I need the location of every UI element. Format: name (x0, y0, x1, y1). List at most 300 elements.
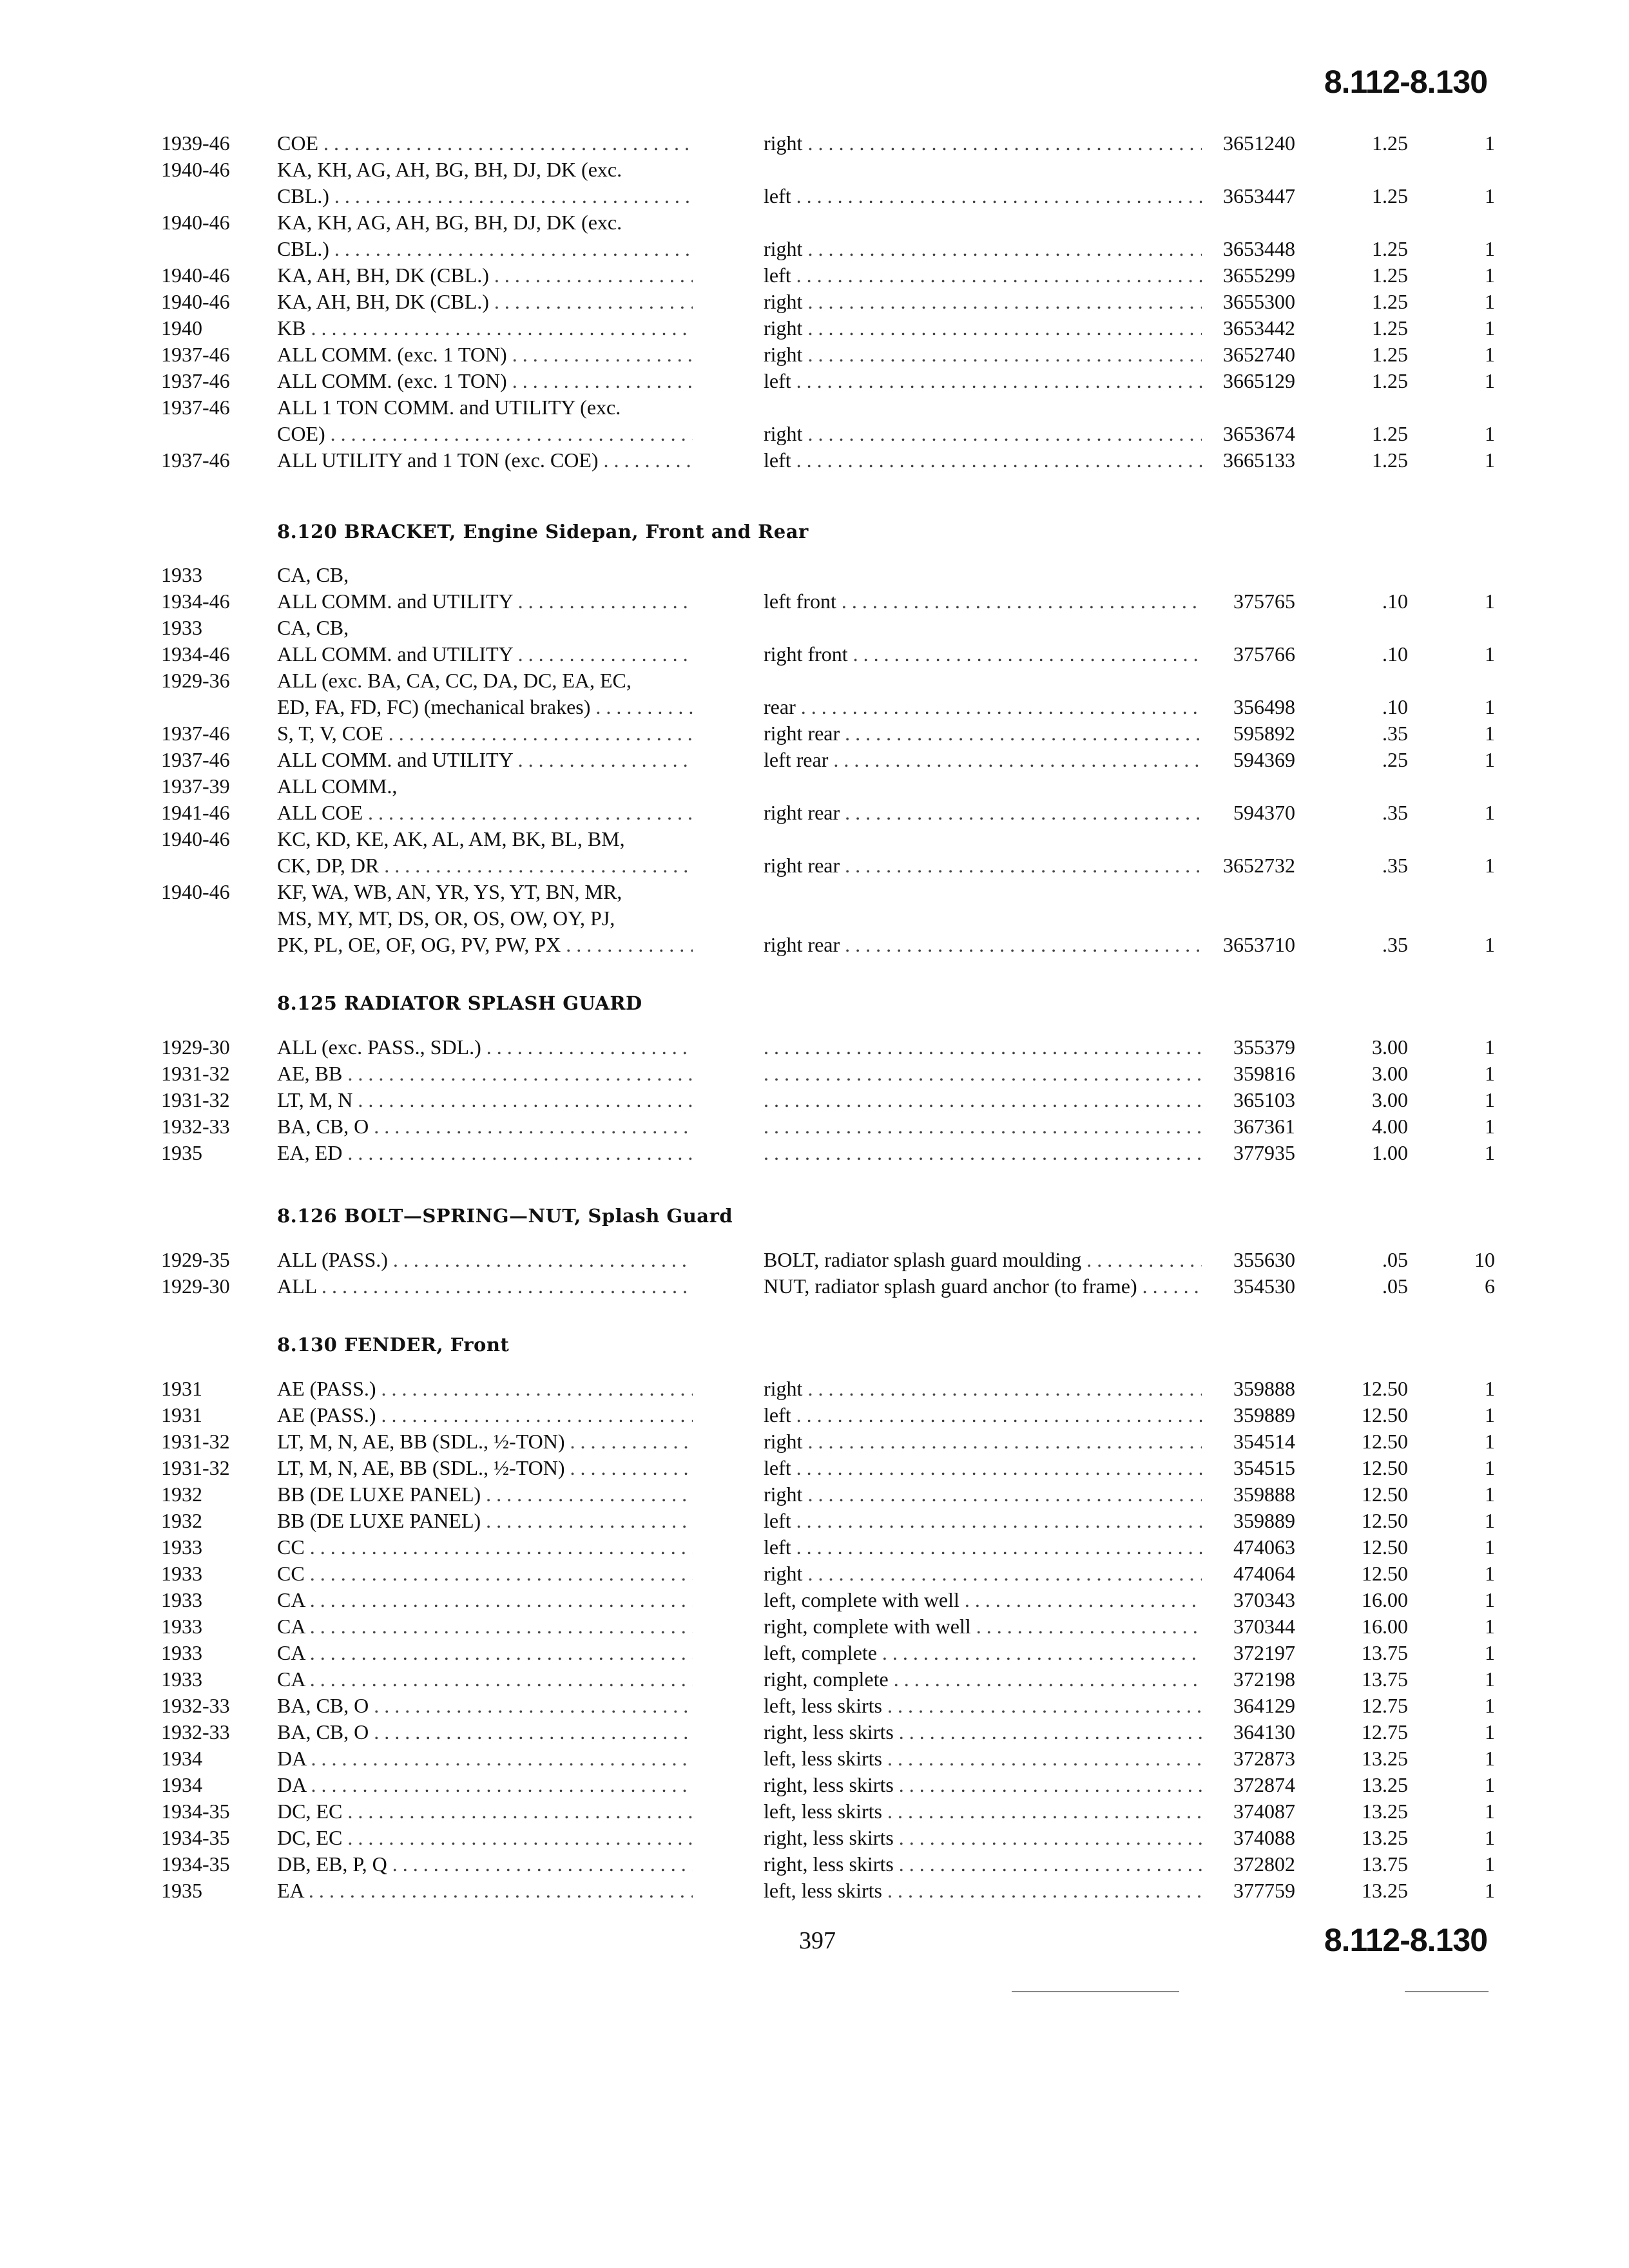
model-cell: ALL . . . (277, 1273, 693, 1300)
year-cell: 1940-46 (161, 211, 230, 234)
part-number-cell: 356498 (1233, 695, 1295, 718)
table-row (161, 879, 1508, 905)
quantity-cell: 1 (1485, 1615, 1495, 1638)
year-cell: 1940-46 (161, 264, 230, 287)
part-number-cell: 3653710 (1223, 933, 1295, 956)
model-cell: CBL.) . . . (277, 183, 693, 209)
model-cell: KC, KD, KE, AK, AL, AM, BK, BL, BM, (277, 827, 625, 850)
year-cell: 1940-46 (161, 290, 230, 313)
quantity-cell: 1 (1485, 369, 1495, 392)
table-row (161, 1508, 1508, 1534)
model-cell: ALL COMM. and UTILITY . . . (277, 588, 693, 615)
position-cell: left . . . (764, 183, 1202, 209)
position-cell: right, less skirts . . . (764, 1772, 1202, 1798)
part-number-cell: 359889 (1233, 1509, 1295, 1532)
table-row (161, 421, 1508, 447)
position-cell (764, 1087, 1202, 1113)
model-cell: KA, AH, BH, DK (CBL.) . . . (277, 289, 693, 315)
table-row (161, 1534, 1508, 1561)
year-cell: 1937-46 (161, 343, 230, 366)
table-row (161, 1561, 1508, 1587)
price-cell: 12.50 (1362, 1483, 1408, 1506)
table-row (161, 1034, 1508, 1061)
quantity-cell: 1 (1485, 448, 1495, 472)
position-cell (764, 1061, 1202, 1087)
part-number-cell: 374087 (1233, 1800, 1295, 1823)
table-row (161, 1772, 1508, 1798)
footer-rule (1012, 1991, 1179, 1992)
quantity-cell: 1 (1485, 343, 1495, 366)
price-cell: .35 (1382, 722, 1408, 745)
price-cell: 1.25 (1372, 184, 1408, 207)
model-cell: ALL COMM., (277, 774, 398, 798)
quantity-cell: 1 (1485, 1879, 1495, 1902)
page-number: 397 (799, 1927, 836, 1954)
part-number-cell: 3665129 (1223, 369, 1295, 392)
position-cell: left, less skirts . . . (764, 1693, 1202, 1719)
year-cell: 1929-30 (161, 1035, 230, 1059)
part-number-cell: 355630 (1233, 1248, 1295, 1271)
position-cell: right . . . (764, 315, 1202, 341)
part-number-cell: 3655300 (1223, 290, 1295, 313)
quantity-cell: 1 (1485, 1667, 1495, 1691)
table-row (161, 932, 1508, 958)
price-cell: 13.75 (1362, 1667, 1408, 1691)
table-row (161, 1087, 1508, 1113)
year-cell: 1939-46 (161, 131, 230, 155)
model-cell: CBL.) . . . (277, 236, 693, 262)
part-number-cell: 365103 (1233, 1088, 1295, 1111)
table-row (161, 588, 1508, 615)
quantity-cell: 1 (1485, 1430, 1495, 1453)
table-row (161, 1061, 1508, 1087)
year-cell: 1931-32 (161, 1430, 230, 1453)
year-cell: 1932 (161, 1509, 202, 1532)
model-cell: KA, KH, AG, AH, BG, BH, DJ, DK (exc. (277, 211, 622, 234)
year-cell: 1934-35 (161, 1800, 230, 1823)
position-cell: right rear . . . (764, 932, 1202, 958)
table-row (161, 1428, 1508, 1455)
quantity-cell: 1 (1485, 1062, 1495, 1085)
position-cell: right, less skirts . . . (764, 1719, 1202, 1745)
footer-rule-2 (1405, 1991, 1489, 1992)
position-cell: right, less skirts . . . (764, 1851, 1202, 1878)
table-row (161, 1587, 1508, 1613)
price-cell: 12.50 (1362, 1456, 1408, 1479)
table-row (161, 1640, 1508, 1666)
part-number-cell: 3655299 (1223, 264, 1295, 287)
position-cell: right rear . . . (764, 720, 1202, 747)
year-cell: 1934 (161, 1747, 202, 1770)
model-cell: CA . . . (277, 1666, 693, 1693)
table-row (161, 1273, 1508, 1300)
quantity-cell: 1 (1485, 1773, 1495, 1796)
year-cell: 1931-32 (161, 1456, 230, 1479)
model-cell: ALL UTILITY and 1 TON (exc. COE) . . . (277, 447, 693, 474)
model-cell: ED, FA, FD, FC) (mechanical brakes) . . . (277, 694, 693, 720)
part-number-cell: 3651240 (1223, 131, 1295, 155)
part-number-cell: 372802 (1233, 1852, 1295, 1876)
table-row (161, 1851, 1508, 1878)
table-row (161, 1402, 1508, 1428)
table-row (161, 1613, 1508, 1640)
quantity-cell: 1 (1485, 1377, 1495, 1400)
model-cell: ALL (exc. PASS., SDL.) . . . (277, 1034, 693, 1061)
quantity-cell: 1 (1485, 748, 1495, 771)
quantity-cell: 1 (1485, 1641, 1495, 1664)
year-cell: 1933 (161, 1615, 202, 1638)
section-heading-8-120: 8.120 BRACKET, Engine Sidepan, Front and Rear (277, 521, 809, 543)
model-cell: LT, M, N, AE, BB (SDL., ½-TON) . . . (277, 1428, 693, 1455)
part-number-cell: 372874 (1233, 1773, 1295, 1796)
quantity-cell: 1 (1485, 1035, 1495, 1059)
quantity-cell: 1 (1485, 590, 1495, 613)
table-row (161, 289, 1508, 315)
quantity-cell: 1 (1485, 801, 1495, 824)
price-cell: 13.25 (1362, 1747, 1408, 1770)
price-cell: 1.25 (1372, 290, 1408, 313)
year-cell: 1929-30 (161, 1274, 230, 1298)
table-row (161, 447, 1508, 474)
quantity-cell: 1 (1485, 1509, 1495, 1532)
position-cell: right rear . . . (764, 800, 1202, 826)
year-cell: 1933 (161, 1562, 202, 1585)
table-row (161, 1666, 1508, 1693)
part-number-cell: 370344 (1233, 1615, 1295, 1638)
model-cell: ALL (exc. BA, CA, CC, DA, DC, EA, EC, (277, 669, 631, 692)
year-cell: 1931 (161, 1403, 202, 1427)
year-cell: 1929-35 (161, 1248, 230, 1271)
position-cell: left, less skirts . . . (764, 1878, 1202, 1904)
part-number-cell: 474063 (1233, 1535, 1295, 1559)
part-number-cell: 594370 (1233, 801, 1295, 824)
price-cell: 1.25 (1372, 316, 1408, 340)
part-number-cell: 377759 (1233, 1879, 1295, 1902)
quantity-cell: 1 (1485, 1141, 1495, 1164)
model-cell: LT, M, N . . . (277, 1087, 693, 1113)
position-cell: left, complete . . . (764, 1640, 1202, 1666)
model-cell: AE (PASS.) . . . (277, 1402, 693, 1428)
price-cell: .10 (1382, 642, 1408, 666)
table-row (161, 826, 1508, 852)
parts-block-8-130 (161, 1376, 1508, 1904)
quantity-cell: 1 (1485, 933, 1495, 956)
position-cell: left front . . . (764, 588, 1202, 615)
price-cell: 1.25 (1372, 369, 1408, 392)
model-cell: ALL COMM. (exc. 1 TON) . . . (277, 341, 693, 368)
table-row (161, 1481, 1508, 1508)
model-cell: CA . . . (277, 1640, 693, 1666)
part-number-cell: 354515 (1233, 1456, 1295, 1479)
model-cell: DC, EC . . . (277, 1825, 693, 1851)
price-cell: 12.50 (1362, 1430, 1408, 1453)
model-cell: CA, CB, (277, 616, 349, 639)
position-cell: left rear . . . (764, 747, 1202, 773)
model-cell: ALL COE . . . (277, 800, 693, 826)
price-cell: 4.00 (1372, 1115, 1408, 1138)
part-number-cell: 374088 (1233, 1826, 1295, 1849)
part-number-cell: 3652732 (1223, 854, 1295, 877)
quantity-cell: 1 (1485, 1535, 1495, 1559)
price-cell: 12.50 (1362, 1535, 1408, 1559)
year-cell: 1932-33 (161, 1115, 230, 1138)
model-cell: EA, ED . . . (277, 1140, 693, 1166)
price-cell: 12.75 (1362, 1694, 1408, 1717)
section-heading-8-125: 8.125 RADIATOR SPLASH GUARD (277, 992, 642, 1014)
part-number-cell: 3665133 (1223, 448, 1295, 472)
quantity-cell: 1 (1485, 131, 1495, 155)
quantity-cell: 1 (1485, 1826, 1495, 1849)
table-row (161, 1247, 1508, 1273)
year-cell: 1934 (161, 1773, 202, 1796)
year-cell: 1937-46 (161, 722, 230, 745)
model-cell: ALL 1 TON COMM. and UTILITY (exc. (277, 396, 621, 419)
price-cell: .10 (1382, 590, 1408, 613)
position-cell (764, 1034, 1202, 1061)
part-number-cell: 370343 (1233, 1588, 1295, 1611)
model-cell: CA . . . (277, 1587, 693, 1613)
part-number-cell: 367361 (1233, 1115, 1295, 1138)
position-cell: rear . . . (764, 694, 1202, 720)
year-cell: 1932-33 (161, 1694, 230, 1717)
table-row (161, 1693, 1508, 1719)
year-cell: 1941-46 (161, 801, 230, 824)
page-range-header: 8.112-8.130 (1324, 64, 1487, 100)
table-row (161, 183, 1508, 209)
table-row (161, 641, 1508, 668)
quantity-cell: 1 (1485, 1115, 1495, 1138)
section-heading-8-130: 8.130 FENDER, Front (277, 1334, 510, 1356)
quantity-cell: 1 (1485, 1747, 1495, 1770)
table-row (161, 800, 1508, 826)
price-cell: 16.00 (1362, 1615, 1408, 1638)
parts-block-8-125 (161, 1034, 1508, 1166)
year-cell: 1933 (161, 563, 202, 586)
quantity-cell: 1 (1485, 1720, 1495, 1744)
part-number-cell: 3653448 (1223, 237, 1295, 260)
year-cell: 1937-39 (161, 774, 230, 798)
part-number-cell: 364129 (1233, 1694, 1295, 1717)
parts-block-8-120 (161, 562, 1508, 958)
price-cell: 1.00 (1372, 1141, 1408, 1164)
model-cell: ALL COMM. and UTILITY . . . (277, 747, 693, 773)
position-cell: left, complete with well . . . (764, 1587, 1202, 1613)
position-cell: left . . . (764, 1534, 1202, 1561)
table-row (161, 341, 1508, 368)
price-cell: .25 (1382, 748, 1408, 771)
model-cell: DB, EB, P, Q . . . (277, 1851, 693, 1878)
table-row (161, 615, 1508, 641)
quantity-cell: 10 (1474, 1248, 1495, 1271)
year-cell: 1931-32 (161, 1062, 230, 1085)
year-cell: 1931 (161, 1377, 202, 1400)
position-cell: right . . . (764, 1481, 1202, 1508)
position-cell: left . . . (764, 368, 1202, 394)
table-row (161, 694, 1508, 720)
year-cell: 1931-32 (161, 1088, 230, 1111)
part-number-cell: 3652740 (1223, 343, 1295, 366)
year-cell: 1940 (161, 316, 202, 340)
table-row (161, 1140, 1508, 1166)
table-row (161, 1745, 1508, 1772)
model-cell: CC . . . (277, 1561, 693, 1587)
position-cell: right rear . . . (764, 852, 1202, 879)
position-cell: right . . . (764, 130, 1202, 157)
quantity-cell: 1 (1485, 1562, 1495, 1585)
table-row (161, 209, 1508, 236)
year-cell: 1937-46 (161, 448, 230, 472)
model-cell: BA, CB, O . . . (277, 1113, 693, 1140)
table-row (161, 1878, 1508, 1904)
price-cell: 1.25 (1372, 343, 1408, 366)
part-number-cell: 355379 (1233, 1035, 1295, 1059)
table-row (161, 773, 1508, 800)
position-cell: BOLT, radiator splash guard moulding . . . (764, 1247, 1202, 1273)
quantity-cell: 1 (1485, 1403, 1495, 1427)
price-cell: 12.75 (1362, 1720, 1408, 1744)
price-cell: 13.25 (1362, 1800, 1408, 1823)
year-cell: 1932 (161, 1483, 202, 1506)
position-cell: right . . . (764, 1428, 1202, 1455)
year-cell: 1932-33 (161, 1720, 230, 1744)
part-number-cell: 359888 (1233, 1377, 1295, 1400)
price-cell: .10 (1382, 695, 1408, 718)
model-cell: AE, BB . . . (277, 1061, 693, 1087)
model-cell: KF, WA, WB, AN, YR, YS, YT, BN, MR, (277, 880, 622, 903)
price-cell: 1.25 (1372, 264, 1408, 287)
part-number-cell: 595892 (1233, 722, 1295, 745)
quantity-cell: 1 (1485, 854, 1495, 877)
model-cell: MS, MY, MT, DS, OR, OS, OW, OY, PJ, (277, 907, 615, 930)
model-cell: KA, AH, BH, DK (CBL.) . . . (277, 262, 693, 289)
position-cell: left . . . (764, 447, 1202, 474)
price-cell: .35 (1382, 801, 1408, 824)
position-cell: left . . . (764, 1455, 1202, 1481)
model-cell: CA . . . (277, 1613, 693, 1640)
price-cell: 13.25 (1362, 1773, 1408, 1796)
table-row (161, 157, 1508, 183)
quantity-cell: 1 (1485, 316, 1495, 340)
year-cell: 1937-46 (161, 369, 230, 392)
quantity-cell: 1 (1485, 1456, 1495, 1479)
quantity-cell: 1 (1485, 722, 1495, 745)
position-cell: right, complete with well . . . (764, 1613, 1202, 1640)
price-cell: .35 (1382, 933, 1408, 956)
part-number-cell: 375765 (1233, 590, 1295, 613)
price-cell: 3.00 (1372, 1088, 1408, 1111)
table-row (161, 1113, 1508, 1140)
table-row (161, 905, 1508, 932)
model-cell: BB (DE LUXE PANEL) . . . (277, 1481, 693, 1508)
model-cell: AE (PASS.) . . . (277, 1376, 693, 1402)
year-cell: 1933 (161, 1535, 202, 1559)
quantity-cell: 1 (1485, 642, 1495, 666)
table-row (161, 747, 1508, 773)
model-cell: KA, KH, AG, AH, BG, BH, DJ, DK (exc. (277, 158, 622, 181)
quantity-cell: 1 (1485, 290, 1495, 313)
part-number-cell: 359888 (1233, 1483, 1295, 1506)
table-row (161, 1376, 1508, 1402)
position-cell: right . . . (764, 289, 1202, 315)
model-cell: BB (DE LUXE PANEL) . . . (277, 1508, 693, 1534)
model-cell: CK, DP, DR . . . (277, 852, 693, 879)
position-cell: right, less skirts . . . (764, 1825, 1202, 1851)
model-cell: LT, M, N, AE, BB (SDL., ½-TON) . . . (277, 1455, 693, 1481)
part-number-cell: 354514 (1233, 1430, 1295, 1453)
model-cell: ALL COMM. and UTILITY . . . (277, 641, 693, 668)
part-number-cell: 359889 (1233, 1403, 1295, 1427)
price-cell: 12.50 (1362, 1403, 1408, 1427)
price-cell: 13.75 (1362, 1852, 1408, 1876)
price-cell: 13.75 (1362, 1641, 1408, 1664)
quantity-cell: 6 (1485, 1274, 1495, 1298)
table-row (161, 315, 1508, 341)
model-cell: COE) . . . (277, 421, 693, 447)
part-number-cell: 372198 (1233, 1667, 1295, 1691)
year-cell: 1933 (161, 1667, 202, 1691)
price-cell: 12.50 (1362, 1377, 1408, 1400)
model-cell: ALL COMM. (exc. 1 TON) . . . (277, 368, 693, 394)
year-cell: 1937-46 (161, 748, 230, 771)
position-cell: right front . . . (764, 641, 1202, 668)
quantity-cell: 1 (1485, 1800, 1495, 1823)
year-cell: 1935 (161, 1879, 202, 1902)
position-cell: right . . . (764, 1561, 1202, 1587)
year-cell: 1935 (161, 1141, 202, 1164)
position-cell: right, complete . . . (764, 1666, 1202, 1693)
part-number-cell: 375766 (1233, 642, 1295, 666)
model-cell: CC . . . (277, 1534, 693, 1561)
table-row (161, 1719, 1508, 1745)
table-row (161, 394, 1508, 421)
year-cell: 1929-36 (161, 669, 230, 692)
year-cell: 1940-46 (161, 880, 230, 903)
part-number-cell: 474064 (1233, 1562, 1295, 1585)
price-cell: 13.25 (1362, 1879, 1408, 1902)
model-cell: COE . . . (277, 130, 693, 157)
table-row (161, 130, 1508, 157)
position-cell (764, 1140, 1202, 1166)
position-cell: left . . . (764, 262, 1202, 289)
position-cell: right . . . (764, 341, 1202, 368)
year-cell: 1937-46 (161, 396, 230, 419)
year-cell: 1934-35 (161, 1826, 230, 1849)
model-cell: DC, EC . . . (277, 1798, 693, 1825)
part-number-cell: 354530 (1233, 1274, 1295, 1298)
quantity-cell: 1 (1485, 695, 1495, 718)
model-cell: CA, CB, (277, 563, 349, 586)
table-row (161, 236, 1508, 262)
year-cell: 1940-46 (161, 158, 230, 181)
part-number-cell: 3653442 (1223, 316, 1295, 340)
table-row (161, 720, 1508, 747)
price-cell: 16.00 (1362, 1588, 1408, 1611)
year-cell: 1934-46 (161, 642, 230, 666)
quantity-cell: 1 (1485, 422, 1495, 445)
part-number-cell: 3653674 (1223, 422, 1295, 445)
price-cell: 1.25 (1372, 422, 1408, 445)
position-cell: NUT, radiator splash guard anchor (to frame) . . . (764, 1273, 1202, 1300)
year-cell: 1933 (161, 1641, 202, 1664)
quantity-cell: 1 (1485, 1694, 1495, 1717)
table-row (161, 1798, 1508, 1825)
table-row (161, 562, 1508, 588)
quantity-cell: 1 (1485, 264, 1495, 287)
price-cell: .05 (1382, 1274, 1408, 1298)
section-heading-8-126: 8.126 BOLT—SPRING—NUT, Splash Guard (277, 1205, 733, 1227)
price-cell: 1.25 (1372, 448, 1408, 472)
table-row (161, 1825, 1508, 1851)
